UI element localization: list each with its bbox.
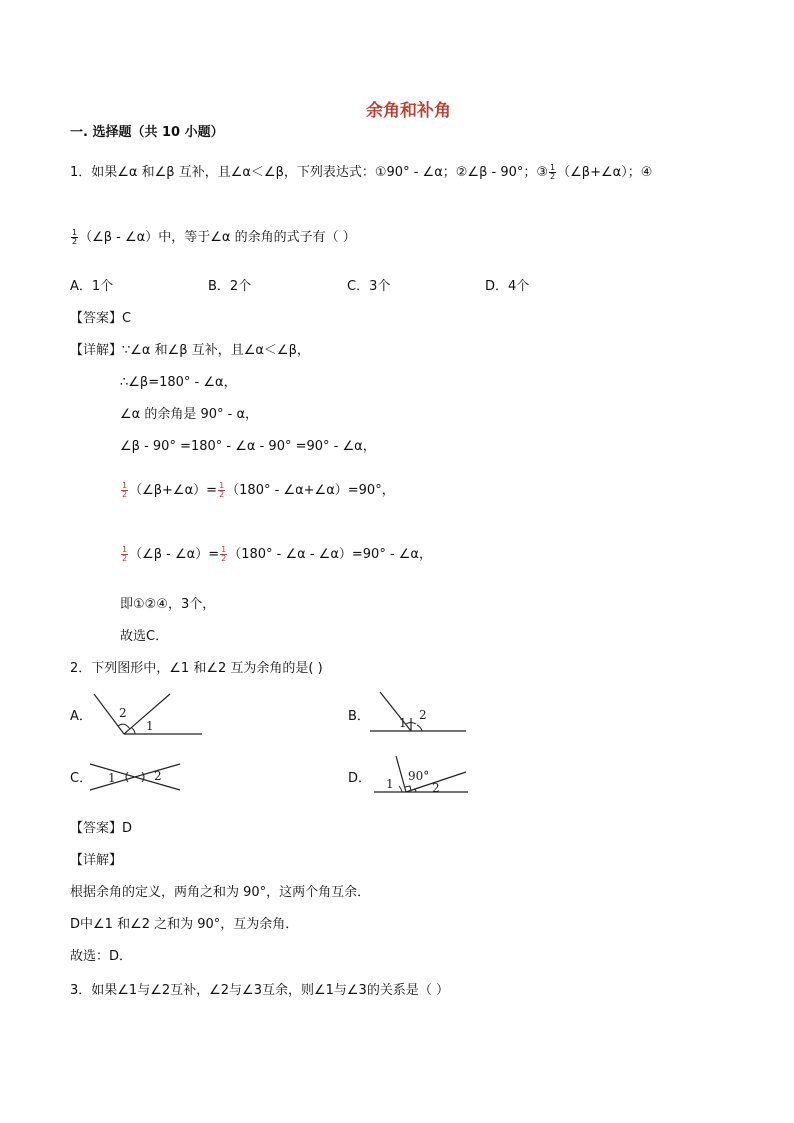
angle-arc-2 [142,772,144,782]
q2-label-c: C． [70,771,93,786]
angle-label-2: 2 [119,706,127,720]
q1-stem-line2 [70,229,356,247]
section-heading: 一. 选择题（共 10 小题） [70,125,224,140]
q1-fraction-half [549,164,556,181]
q1-option-a: A．1个 [70,279,114,294]
step-4-text-a: （∠β+∠α）= [129,483,218,498]
q2-detail-line-3: 故选：D． [70,949,133,964]
q1-conclusion: 即①②④，3个， [120,597,216,612]
fraction-denominator: 2 [72,237,78,246]
q1-fraction-half [71,229,78,246]
q1-stem-line1 [70,164,652,182]
q2-answer: 【答案】D [70,821,133,836]
q1-stem-text-b: （∠β+∠α）；④ [557,165,653,180]
document-title: 余角和补角 [366,101,451,121]
q2-label-b: B． [348,709,370,724]
step-5-text-b: （180° - ∠α - ∠α）=90° - ∠α， [228,547,433,562]
q2-detail-line-2: D中∠1 和∠2 之和为 90°，互为余角． [70,917,299,932]
step-fraction-half [121,482,128,499]
step-4-text-b: （180° - ∠α+∠α）=90°， [226,483,395,498]
q2-stem: 2．下列图形中，∠1 和∠2 互为余角的是( ) [70,661,323,676]
angle-arc-1 [132,728,135,734]
angle-label-1: 1 [386,777,394,791]
step-5-text-a: （∠β - ∠α）= [129,547,220,562]
q1-option-b: B．2个 [208,279,252,294]
fraction-numerator: 1 [122,481,128,490]
fraction-denominator: 2 [122,554,128,563]
angle-label-1: 1 [146,719,154,733]
q1-step-3: ∠β - 90° =180° - ∠α - 90° =90° - ∠α， [120,439,376,454]
q1-option-d: D．4个 [485,279,530,294]
angle-label-90: 90° [408,769,430,783]
angle-arc-1 [399,786,402,792]
q1-choose: 故选C． [120,629,169,644]
angle-label-2: 2 [432,781,440,795]
fraction-denominator: 2 [550,172,556,181]
q1-stem-text-a: 1．如果∠α 和∠β 互补，且∠α＜∠β，下列表达式：①90° - ∠α；②∠β - 90°；③ [70,165,549,180]
q1-detail-head: 【详解】∵∠α 和∠β 互补，且∠α＜∠β， [70,343,310,358]
q2-detail-head: 【详解】 [70,853,123,868]
angle-label-1: 1 [399,716,407,730]
figure-a [88,690,208,740]
q2-label-a: A． [70,709,92,724]
angle-arc-2 [417,725,422,731]
q1-step-1: ∴∠β=180° - ∠α， [120,375,237,390]
angle-label-1: 1 [108,771,116,785]
q1-step-4 [120,482,395,500]
fraction-denominator: 2 [221,554,227,563]
q2-detail-line-1: 根据余角的定义，两角之和为 90°，这两个角互余． [70,885,371,900]
q2-label-d: D． [348,771,372,786]
step-fraction-half [220,546,227,563]
q1-step-2: ∠α 的余角是 90° - α， [120,407,259,422]
angle-label-2: 2 [419,708,427,722]
q1-answer: 【答案】C [70,311,132,326]
fraction-numerator: 1 [72,228,78,237]
figure-b [366,688,470,740]
q3-stem: 3．如果∠1与∠2互补，∠2与∠3互余，则∠1与∠3的关系是（ ） [70,983,449,998]
figure-d [372,752,472,798]
q1-option-c: C．3个 [347,279,391,294]
q1-stem-text-c: （∠β - ∠α）中，等于∠α 的余角的式子有（ ） [79,230,356,245]
ray-left [396,756,406,792]
step-fraction-half [218,482,225,499]
fraction-denominator: 2 [219,490,225,499]
fraction-numerator: 1 [219,481,225,490]
fraction-denominator: 2 [122,490,128,499]
step-fraction-half [121,546,128,563]
fraction-numerator: 1 [122,545,128,554]
fraction-numerator: 1 [550,163,556,172]
fraction-numerator: 1 [221,545,227,554]
angle-label-2: 2 [154,769,162,783]
angle-arc-1 [126,772,128,782]
figure-c [86,758,186,796]
q1-step-5 [120,546,432,564]
